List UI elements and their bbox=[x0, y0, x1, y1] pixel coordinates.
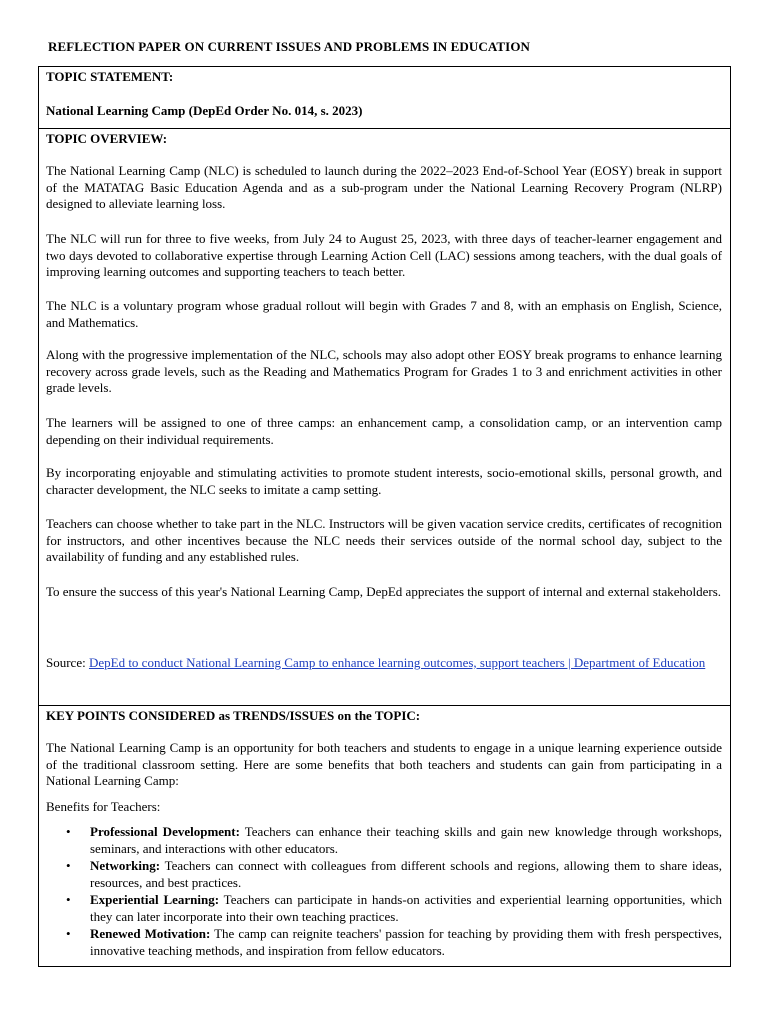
key-points-heading: KEY POINTS CONSIDERED as TRENDS/ISSUES on the TOPIC: bbox=[46, 708, 421, 723]
key-points-section bbox=[38, 705, 731, 967]
benefit-title: Networking: bbox=[90, 858, 161, 873]
key-points-intro: The National Learning Camp is an opportunity for both teachers and students to engage in a unique learning experience outside of the traditional classroom setting. Here are some benefits that both teachers and students can gain from participating in a National Learning Camp: bbox=[46, 740, 722, 788]
benefit-title: Renewed Motivation: bbox=[90, 926, 211, 941]
source-label: Source: bbox=[46, 655, 86, 670]
bullet-icon: • bbox=[66, 892, 71, 907]
benefit-title: Experiential Learning: bbox=[90, 892, 220, 907]
list-item bbox=[46, 824, 722, 857]
document-title: REFLECTION PAPER ON CURRENT ISSUES AND PROBLEMS IN EDUCATION bbox=[48, 39, 531, 54]
list-item bbox=[46, 926, 722, 959]
bullet-icon: • bbox=[66, 858, 71, 873]
topic-statement-value: National Learning Camp (DepEd Order No. 014, s. 2023) bbox=[46, 103, 363, 118]
benefit-text: Teachers can enhance their teaching skills and gain new knowledge through workshops, seminars, and interactions with other educators. bbox=[90, 824, 723, 856]
benefit-text: Teachers can participate in hands-on activities and experiential learning opportunities, which they can later incorporate into their own teaching practices. bbox=[90, 892, 722, 924]
source-link[interactable]: DepEd to conduct National Learning Camp to enhance learning outcomes, support teachers | Department of Education bbox=[88, 655, 706, 670]
overview-paragraph: Teachers can choose whether to take part in the NLC. Instructors will be given vacation service credits, certificates of recognition for instructors, and other incentives because the NLC needs their services outside of the normal school day, subject to the availability of funding and any established rules. bbox=[46, 516, 722, 564]
benefit-text: The camp can reignite teachers' passion for teaching by providing them with fresh perspectives, innovative teaching methods, and inspiration from fellow educators. bbox=[90, 926, 722, 958]
overview-paragraph: The NLC is a voluntary program whose gradual rollout will begin with Grades 7 and 8, with an emphasis on English, Science, and Mathematics. bbox=[46, 298, 722, 330]
topic-statement-section bbox=[38, 66, 731, 129]
benefits-list bbox=[46, 824, 722, 960]
benefit-title: Professional Development: bbox=[90, 824, 240, 839]
bullet-icon: • bbox=[66, 824, 71, 839]
list-item bbox=[46, 858, 722, 891]
overview-paragraph: The learners will be assigned to one of three camps: an enhancement camp, a consolidation camp, or an intervention camp depending on their individual requirements. bbox=[46, 415, 722, 447]
benefits-label: Benefits for Teachers: bbox=[46, 799, 161, 814]
overview-paragraph: Along with the progressive implementation of the NLC, schools may also adopt other EOSY break programs to enhance learning recovery across grade levels, such as the Reading and Mathematics Program for Grades 1 to 3 and enrichment activities in other grade levels. bbox=[46, 347, 722, 395]
bullet-icon: • bbox=[66, 926, 71, 941]
source-line bbox=[46, 655, 722, 672]
overview-paragraph: To ensure the success of this year's National Learning Camp, DepEd appreciates the support of internal and external stakeholders. bbox=[46, 584, 722, 599]
overview-paragraph: The NLC will run for three to five weeks, from July 24 to August 25, 2023, with three days of teacher-learner engagement and two days devoted to collaborative expertise through Learning Action Cell (LAC) sessions among teachers, with the dual goals of improving learning outcomes and supporting teachers to teach better. bbox=[46, 231, 722, 279]
list-item bbox=[46, 892, 722, 925]
overview-paragraph: By incorporating enjoyable and stimulating activities to promote student interests, socio-emotional skills, personal growth, and character development, the NLC seeks to imitate a camp setting. bbox=[46, 465, 722, 497]
topic-overview-section bbox=[38, 128, 731, 706]
overview-paragraph: The National Learning Camp (NLC) is scheduled to launch during the 2022–2023 End-of-School Year (EOSY) break in support of the MATATAG Basic Education Agenda and as a sub-program under the National Learning Recovery Program (NLRP) designed to alleviate learning loss. bbox=[46, 163, 722, 211]
topic-statement-heading: TOPIC STATEMENT: bbox=[46, 69, 174, 84]
benefit-text: Teachers can connect with colleagues from different schools and regions, allowing them to share ideas, resources, and best practices. bbox=[90, 858, 722, 890]
topic-overview-heading: TOPIC OVERVIEW: bbox=[46, 131, 168, 146]
